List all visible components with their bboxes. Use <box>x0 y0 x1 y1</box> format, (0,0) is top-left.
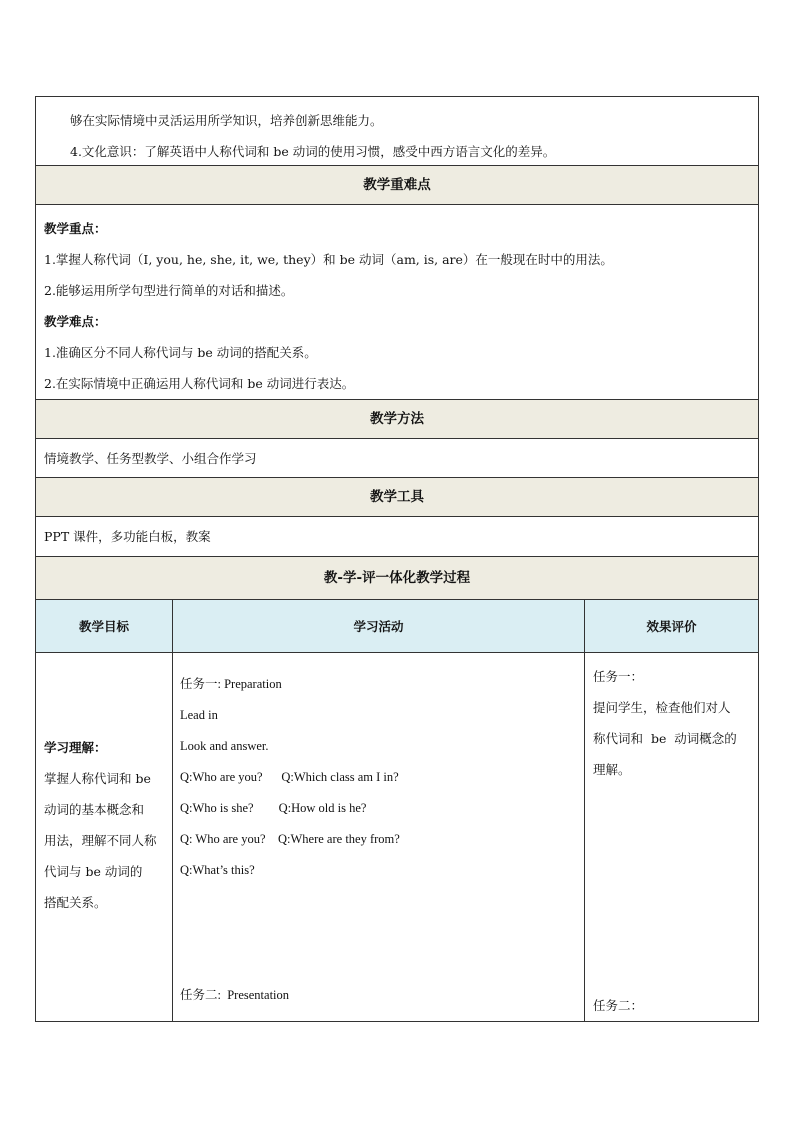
methods-content <box>35 439 759 478</box>
process-column-headers <box>35 600 759 653</box>
objective-line-2: 动词的基本概念和 <box>44 802 145 817</box>
tools-header <box>35 478 759 517</box>
objectives-tail-row <box>35 96 759 166</box>
evaluation-line-4: 理解。 <box>593 762 631 777</box>
activity-line-7: Q:What’s this? <box>180 863 255 877</box>
evaluation-cell <box>585 653 758 1021</box>
objective-line-3: 用法，理解不同人称 <box>44 833 157 848</box>
key-points-content <box>35 205 759 400</box>
activity-line-4: Q:Who are you? Q:Which class am I in? <box>180 770 399 784</box>
evaluation-line-3: 称代词和 be 动词概念的 <box>593 731 737 746</box>
header-evaluation: 效果评价 <box>585 600 758 652</box>
lesson-plan-table <box>35 96 759 1022</box>
activity-line-5: Q:Who is she? Q:How old is he? <box>180 801 367 815</box>
methods-title: 教学方法 <box>370 411 424 427</box>
evaluation-line-2: 提问学生，检查他们对人 <box>593 700 731 715</box>
focus-item-1: 1.掌握人称代词（I, you, he, she, it, we, they）和 be 动词（am, is, are）在一般现在时中的用法。 <box>44 252 613 267</box>
objective-line-4: 代词与 be 动词的 <box>44 864 143 879</box>
evaluation-task2: 任务二： <box>593 998 644 1013</box>
objective-label: 学习理解： <box>44 740 107 755</box>
process-header <box>35 557 759 600</box>
activity-cell <box>173 653 585 1021</box>
methods-text: 情境教学、任务型教学、小组合作学习 <box>44 451 257 466</box>
activity-task2: 任务二: Presentation <box>180 988 290 1002</box>
focus-label: 教学重点： <box>44 221 107 236</box>
difficulty-label: 教学难点： <box>44 314 107 329</box>
focus-item-2: 2.能够运用所学句型进行简单的对话和描述。 <box>44 283 294 298</box>
objective-line-5: 搭配关系。 <box>44 895 107 910</box>
evaluation-line-1: 任务一： <box>593 669 644 684</box>
header-objectives: 教学目标 <box>36 600 173 652</box>
process-title: 教-学-评一体化教学过程 <box>323 570 471 586</box>
objective-cell <box>36 653 173 1021</box>
difficulty-item-1: 1.准确区分不同人称代词与 be 动词的搭配关系。 <box>44 345 317 360</box>
objectives-line-2: 4.文化意识：了解英语中人称代词和 be 动词的使用习惯，感受中西方语言文化的差异。 <box>70 144 556 159</box>
process-body-row <box>35 653 759 1022</box>
activity-line-6: Q: Who are you? Q:Where are they from? <box>180 832 400 846</box>
tools-content <box>35 517 759 557</box>
activity-line-2: Lead in <box>180 708 218 722</box>
activity-line-1: 任务一: Preparation <box>180 677 282 691</box>
tools-text: PPT 课件，多功能白板，教案 <box>44 529 211 544</box>
tools-title: 教学工具 <box>370 489 424 505</box>
objective-line-1: 掌握人称代词和 be <box>44 771 151 786</box>
header-activities: 学习活动 <box>173 600 585 652</box>
objectives-line-1: 够在实际情境中灵活运用所学知识，培养创新思维能力。 <box>70 113 383 128</box>
key-points-header <box>35 166 759 205</box>
methods-header <box>35 400 759 439</box>
difficulty-item-2: 2.在实际情境中正确运用人称代词和 be 动词进行表达。 <box>44 376 355 391</box>
activity-line-3: Look and answer. <box>180 739 269 753</box>
key-points-title: 教学重难点 <box>363 177 431 193</box>
